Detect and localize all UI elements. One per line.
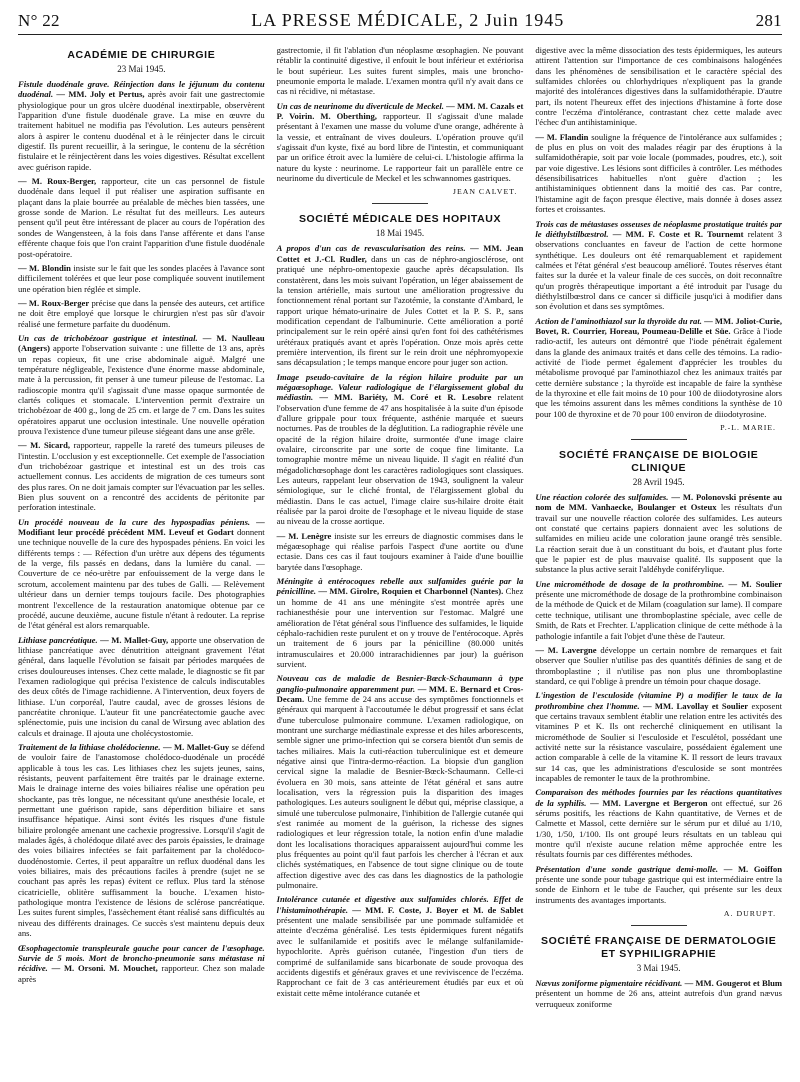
- article-body: Grâce à l'iode radio-actif, les auteurs ont démontré que l'iode pénétrait également dans la glande des animaux traités et dans celle des témoins. La radio-activité de l'iode permet également d'apprécier les troubles du métabolisme provoqué par l'aminothiazol chez les animaux traités par cette dernière substance ; la thyroïde est incapable de faire la synthèse de la thyroxine et elle fait moins de 10 pour 100 de diiodotyrosine alors que les témoins assurent dans les mêmes conditions la synthèse de 10 pour 100 de thyroxine et de 70 pour 100 environ de diiodotyrosine.: [535, 325, 783, 419]
- article-body: relatent 3 observations concluantes en faveur de l'action de cette hormone synthétique. Les douleurs ont été remarquablement et rapidement calmées et l'état général s'est beaucoup amélioré. Toutes réserves étant faites sur la durée et la valeur finale de ces succès, on doit reconnaître qu'un progrès thérapeutique important a été introduit par l'usage du diéthylstilbœstrol dans ce cancer si difficile jusqu'ici à modifier dans son évolution et dans ses symptômes.: [535, 228, 783, 312]
- article-body: Une femme de 24 ans accuse des symptômes fonctionnels et généraux qui marquent à l'accoutumée le début progressif et sans éclat d'une tuberculose pulmonaire commune. L'examen radiologique, on montrant une surcharge médiastinale expresse et des hiles arborescents, semble signer une primo-infection qui se corsera bientôt d'un semis de taches miliaires. Mais la cuti-réaction tuberculinique est et demeure négative ainsi que l'intra-dermo-réaction. La biopsie d'un ganglion cervical signe la maladie de Besnier-Bœck-Schaumann. Celle-ci évoluera en 30 mois, sans atteinte de l'état général et sans autre localisation, vers la régression puis la disparition des images pathologiques. Les auteurs soulignent le début qui, méprise classique, a simulé une tuberculose pulmonaire, l'inhibition de l'allergie cutanée qui s'est ranimée au moment de la guérison, la richesse des signes radiologiques et leur régression totale, la notion enfin d'une maladie dont les localisations thoraciques apparaissent aujourd'hui comme les plus fréquentes au point qu'il faut parfois les chercher à l'écran et aux clichés systématiques, en l'absence de tout signe clinique ou de toute affection digestive avec des cas dans les diagnostics de la pathologie pulmonaire.: [276, 693, 524, 891]
- column-3: [535, 45, 782, 1013]
- article-title: Fistule duodénale grave. Réinjection dans le jéjunum du contenu duodénal.: [18, 79, 265, 100]
- article: [277, 576, 524, 669]
- article: [535, 645, 782, 686]
- section-title: SOCIÉTÉ MÉDICALE DES HOPITAUX: [298, 213, 502, 226]
- article-body: Chez un homme de 41 ans une méningite s'est montrée après une rachianesthésie pour une intervention sur l'estomac. Malgré une amélioration de l'état général sous l'influence des sulfamides, le liquide céphalo-rachidien reste purulent et on y trouve de l'entérocoque. Après un traitement de 6 jours par la pénicilline (80.000 unités intramusculaires et 20.000 intrarachidiennes par jour) la guérison survient.: [276, 586, 524, 669]
- article-authors: — MM. Bariéty, M. Coré et R. Lesobre: [319, 392, 492, 403]
- article-title: Trois cas de métastases osseuses de néoplasme prostatique traités par le diéthylstilbæstrol.: [535, 218, 783, 239]
- article-authors: — M. Flandin: [535, 131, 589, 142]
- article-list: [18, 79, 265, 984]
- article: [535, 690, 782, 783]
- article: [535, 219, 782, 312]
- signature: P.-L. MARIE.: [720, 423, 777, 433]
- article: [277, 673, 524, 890]
- article-body: apporte l'observation suivante : une fillette de 13 ans, après un repas copieux, fit une crise abdominale aiguë. Malgré une température négligeable, l'existence d'une énorme masse abdominale, mate à la percussion, fit penser à une tumeur pileuse de l'estomac. La radioscopie montra qu'il s'agissait d'une masse opaque surmontée de clartés coliques et stomacale. L'intervention permit d'extraire un trichobézoar de 400 g., long de 25 cm. et large de 7 cm. Dans les suites opératoires apparut une occlusion intestinale. Une nouvelle opération prouva l'existence d'une tumeur pileuse siégeant dans une anse grêle.: [18, 343, 265, 436]
- article-title: Méningite à entérocoques rebelle aux sulfamides guérie par la pénicilline.: [276, 576, 524, 597]
- section-date: 18 Mai 1945.: [375, 228, 425, 239]
- article-authors: — MM. M. Cazals et P. Voirin. M. Oberthing,: [276, 100, 524, 122]
- section-title: SOCIÉTÉ FRANÇAISE DE BIOLOGIE CLINIQUE: [558, 449, 759, 475]
- article: [535, 132, 782, 215]
- article-title: A propos d'un cas de revascularisation des reins.: [276, 243, 466, 254]
- article-body: apporte une observation de lithiase pancréatique avec dénutrition atteignant gravement l'état général, dans laquelle l'évolution se faisait par périodes marquées de crises douloureuses intenses. Chez cette malade, le diagnostic se fit par l'examen radiologique qui précisa l'existence de calculs indiscutables des deux côtés de l'image rachidienne. A l'intervention, deux foyers de lithiase. L'un corporéal, l'autre caudal, avec de grosses lésions de pancréatite chronique. L'auteur fit une pancréatectomie gauche avec splénectomie, puis une incision du canal de Wirsung avec ablation des calculs et drainage. Il ajouta une cholécystostomie.: [18, 634, 265, 738]
- article-list: [535, 132, 782, 419]
- journal-title: LA PRESSE MÉDICALE, 2 Juin 1945: [251, 10, 565, 30]
- section-date: 3 Mai 1945.: [636, 963, 681, 974]
- article-list: [277, 243, 524, 997]
- article: [535, 492, 782, 575]
- article: [535, 579, 782, 641]
- article-authors: — M. Sicard,: [18, 440, 71, 451]
- article-body: rapporteur, rappelle la rareté des tumeurs pileuses de l'intestin. L'occlusion y est exceptionnelle. Cet exemple de l'association d'un trichobézoar gastrique et intestinal est un des trois cas actuellement connus. Les accidents de migration de ces tumeurs sont des plus rares. On ne doit jamais compter sur l'évacuation par les selles. Bien plus souvent on a rencontré des accidents de péritonite par perforation intestinale.: [18, 440, 265, 513]
- section-title: ACADÉMIE DE CHIRURGIE: [67, 49, 216, 61]
- article: [277, 372, 524, 527]
- article-authors: — MM. Lavergne et Bergeron: [590, 797, 708, 808]
- article-body: insiste sur les erreurs de diagnostic commises dans le mégaœsophage qui réalise parfois l'aspect d'une aortite ou d'une ectasie. Dans ces cas il faut toujours examiner à l'aide d'une bouillie barytée dans l'œsophage.: [276, 530, 524, 572]
- article-authors: — M. Soulier: [728, 578, 783, 589]
- article-body: relatent l'observation d'une femme de 47 ans hospitalisée à la suite d'un épisode d'allure grippale pour toux fréquente, asthénie marquée et sueurs nocturnes. Pas de troubles de la déglutition. La radiographie révèle une opacité de la région hilaire droite, surmontée d'une image claire ovalaire, circonscrite par une sorte de coque fine limitante. La tomographie montre même un niveau liquide. Il s'agit en réalité d'un mégadolichœsophage dont les caractères radiologiques sont classiques. Les auteurs, rappelant leur observation de 1943, soulignent la valeur sémiologique, sur le cliché frontal, de l'élargissement global du médiastin. Dans le cas actuel, l'image claire sus-hilaire droite était réalisée par la paroi droite de l'œsophage et le niveau liquide de stase au niveau de la crosse aortique.: [276, 392, 524, 527]
- article-authors: — MM. Gougerot et Blum: [684, 978, 783, 989]
- article-list: [535, 978, 782, 1009]
- section-divider: [372, 203, 428, 204]
- article-authors: — MM. F. Coste et R. Tournemt: [612, 228, 744, 239]
- article: [535, 787, 782, 859]
- article-authors: — MM. Lavollay et Soulier: [642, 700, 749, 711]
- issue-number: N° 22: [18, 11, 60, 30]
- article-authors: — M. Naulleau (Angers): [18, 332, 265, 354]
- article: [18, 742, 265, 939]
- article-body: exposent que certains travaux semblent établir une relation entre les activités des vitamines P et K. Ils ont recherché cliniquement en utilisant la microméthode de Soulier si l'esculoside et l'esculétol, possédant une activité nette sur la résistance vasculaire, possédaient également une action comparable à celle de la vitamine K. Il ressort de leurs travaux sur 14 cas, que les administrations d'esculoside se sont montrées incapables de remonter le taux de la prothrombine.: [535, 700, 783, 783]
- article-title: Comparaison des méthodes fournies par les réactions quantitatives de la syphilis.: [535, 787, 783, 808]
- article-body: se défend de vouloir faire de l'anastomose cholédoco-duodénale un procédé applicable à tous les cas. Les lithiases chez les sujets jeunes, sains, résistants, peuvent parfaitement être traités par le drainage externe. Mais le drainage interne des voies biliaires réalise une opération peu shockante, pas très longue, ne nécessitant qu'une anesthésie locale, et permettant une guérison rapide, sans déperdition biliaire et sans insuffisance hépatique. Ainsi sont évités les risques d'une fistule biliaire prolongée amenant une cachexie progressive. Lorsqu'il s'agit de malades âgés, à cholédoque dilaté avec des parois épaissies, le drainage des voies biliaires infectées se fait parfaitement par la cholédoco-duodénostomie. Certes, il peut apparaître un reflux duodénal dans les voies biliaires, mais des précautions faciles à prendre (sujet ne se couchant pas après les repas) évitent ce reflux. Plus tard la sténose cicatricielle, oblitère suffisamment la bouche. L'examen histo-pathologique montra l'existence de lésions de sclérose pancréatique. Les suites furent simples, l'assèchement étant réalisé sans difficultés au niveau des différents drainages. Ce succès s'est maintenu depuis deux ans.: [18, 741, 265, 939]
- article-title: Lithiase pancréatique.: [18, 634, 98, 645]
- article-authors: — MM. Jean Cottet et J.-Cl. Rudler,: [276, 243, 524, 264]
- article-authors: — M. Blondin: [18, 262, 71, 273]
- article-title: Nævus zoniforme pigmentaire récidivant.: [535, 978, 683, 989]
- section-date: 28 Avril 1945.: [632, 477, 685, 488]
- page-number: 281: [755, 11, 782, 30]
- article-title: Image pseudo-cavitaire de la région hilaire produite par un mégaœsophage. Valeur radiologique de l'élargissement global du médiastin.: [276, 371, 524, 403]
- article: [277, 894, 524, 997]
- article-body: présente une sonde pour tubage gastrique qui est intermédiaire entre la sonde de Einhorn et le tube de Faucher, qui présente sur les deux instruments des avantages importants.: [535, 874, 783, 905]
- article: [18, 333, 265, 436]
- column-1: [18, 45, 265, 1013]
- article-authors: — M. Orsoni. M. Mouchet,: [51, 963, 158, 974]
- section-divider: [631, 439, 687, 440]
- article-authors: — M. Goiffon: [723, 863, 783, 874]
- article: [18, 176, 265, 259]
- article-authors: — M. Lenègre: [276, 530, 332, 541]
- article-title: Une microméthode de dosage de la prothrombine.: [535, 578, 725, 589]
- article-authors: — M. Roux-Berger: [18, 297, 90, 308]
- article-authors: — M. Roux-Berger,: [18, 176, 97, 187]
- article-title: Présentation d'une sonde gastrique demi-molle.: [535, 863, 719, 874]
- article-title: Un cas de trichobézoar gastrique et intestinal.: [18, 332, 198, 343]
- article: [18, 298, 265, 329]
- article-title: Action de l'aminothiazol sur la thyroïde du rat.: [535, 315, 702, 326]
- article-body: donnent une technique nouvelle de la cure des hypospades péniens. En voici les différents temps : — Réfection d'un urètre aux dépens des téguments de la verge, fils passés en dedans, dans la lumière du canal. — Couverture de ce néo-urètre par enfouissement de la verge dans le scrotum, accolement maintenu par des tubes de Galli. — Relèvement ultérieur dans un dernier temps toujours facile. Des photographies montrent l'excellence de la restauration anatomique obtenue par ce procédé, aucune deuxième, aucune fistule n'étant à redouter. La reprise de l'état général est alors remarquable.: [18, 527, 265, 631]
- article-body: présente une microméthode de dosage de la prothrombine combinaison de la méthode de Quick et de Milam (coagulation sur lame). Il compare cette technique, utilisant une thromboplastine spéciale, avec celle de Smith, de Rats et Frechter. L'application clinique de cette méthode à la pathologie infantile a fait l'objet d'une thèse de l'auteur.: [535, 589, 783, 641]
- article-body: rapporteur. Chez son malade après: [18, 963, 265, 984]
- article-title: Traitement de la lithiase cholédocienne.: [18, 741, 161, 752]
- article-authors: — Modifiant leur procédé précédent MM. Leveuf et Godart: [18, 516, 265, 538]
- article-body: dans un cas de néphro-angiosclérose, ont pratiqué une néphro-omentopexie gauche après décapsulation. Ils constatèrent, dans les mois suivant l'opération, un léger abaissement de la tension artérielle, mais surtout une amélioration progressive du fonctionnement rénal portant sur l'azotémie, la constante d'Ambard, le rapport urique hémato-urinaire de Jules Cottet et la P. S. P., sans modification cependant de l'albuminurie. Cette amélioration a porté principalement sur le rein opéré ainsi qu'en font foi des cathétérismes urétéraux pratiqués avant et après l'opération. Onze mois après cette première intervention, ils firent sur le rein droit une néphromyopexie sans décapsulation ; le temps manque encore pour juger son action.: [276, 253, 524, 368]
- article-authors: — M. Polonovski présente au nom de MM. Vanhaecke, Boulanger et Osteux: [535, 492, 783, 513]
- columns: [18, 45, 782, 1013]
- article-body: rapporteur. Il s'agissait d'une malade présentant à l'examen une masse du volume d'une orange, adhérente à la vessie, et entraînant de vives douleurs. L'opération prouve qu'il s'agissait d'un kyste, fixé au bord libre de l'intestin, et communiquant par un orifice étroit avec la lumière de celui-ci. L'histologie affirma la nature du kyste : neurinome. Le rapporteur fait un parallèle entre ce neurinome du diverticule de Meckel et les schwannomes gastriques.: [276, 111, 524, 184]
- article-body: présentent une malade sensibilisée par une pommade sulfamidée et atteinte d'eczéma généralisé. Les tests épidermiques furent négatifs avec le sulfanilamide et positifs avec le mélange sulfanilamide-hypochlorite. Après guérison cutanée, l'ingestion d'un tiers de comprimé de sulfanilamide sans bicarbonate de soude provoqua des accidents digestifs et généraux graves et une reviviscence de l'eczéma. Rapprochant ce fait de 3 cas antérieurement étudiés par eux et où existait cette même intolérance cutanée et: [276, 915, 524, 998]
- article-title: Intolérance cutanée et digestive aux sulfamides chlorés. Effet de l'histaminothérapie.: [276, 894, 524, 915]
- article-authors: — MM. Joliot-Curie, Bovet, R. Courrier, Horeau, Poumeau-Delille et Süe.: [535, 315, 782, 336]
- article-authors: — M. Mallet-Guy,: [100, 634, 169, 645]
- section-title: SOCIÉTÉ FRANÇAISE DE DERMATOLOGIE ET SYPHILIGRAPHIE: [541, 935, 777, 961]
- article-body: précise que dans la pensée des auteurs, cet artifice ne doit être employé que lorsque le chirurgien n'est pas sûr d'avoir réalisé une fermeture parfaite du duodénum.: [18, 297, 265, 329]
- article: [535, 316, 782, 419]
- article-title: L'ingestion de l'esculoside (vitamine P) a modifier le taux de la prothrombine chez l'homme.: [535, 690, 783, 711]
- article-title: Nouveau cas de maladie de Besnier-Bœck-Schaumann à type ganglio-pulmonaire apparemment pur.: [276, 673, 524, 694]
- article-authors: — MM. Girolre, Roquien et Charbonnel (Nantes).: [318, 586, 504, 597]
- article-authors: — M. Mallet-Guy: [162, 741, 230, 752]
- article-title: Un procédé nouveau de la cure des hypospadias péniens.: [18, 516, 251, 527]
- article-continuation: gastrectomie, il fit l'ablation d'un néoplasme œsophagien. Ne pouvant rétablir la continuité digestive, il enfouit le bout inférieur et extériorisa le bout supérieur. Les suites furent simples, mais une broncho-pneumonie emporta le malade. L'examen montra qu'il n'y avait dans ce cas ni récidive, ni métastase.: [276, 45, 524, 97]
- article-list: [535, 492, 782, 905]
- article: [18, 440, 265, 512]
- article-continuation: digestive avec la même dissociation des tests épidermiques, les auteurs attirent l'attention sur l'importance de ces combinaisons halogénées dans les phénomènes de sensibilisation et le caractère spécial des sulfamides chlorées ou chlorhydriques n'expliquent pas la grande majorité des intolérances digestives dans la sulfamidothérapie. D'autre part, ils notent l'heureux effet des injections d'histamine à forte dose contre l'eczéma d'intolérance, contrastant chez cette malade avec l'échec d'un antihistaminique.: [535, 45, 783, 128]
- article-body: souligne la fréquence de l'intolérance aux sulfamides ; de plus en plus on voit des malades réagir par des éruptions à la sulfamidothérapie, soit par voie locale (pommades, poudres, etc.), soit par voie digestive. Les lésions sont difficiles à contrôler. Les méthodes désensibilisatrices habituelles n'ont guère d'action ; les antihistaminiques obtiennent dans la moitié des cas. Par contre, l'histamine agit de façon presque élective, mais donnée à doses assez fortes et croissantes.: [535, 131, 783, 215]
- masthead: [18, 10, 782, 35]
- article: [18, 517, 265, 631]
- article: [277, 101, 524, 184]
- section-divider: [631, 925, 687, 926]
- article-body: les résultats d'un travail sur une nouvelle réaction colorée des sulfamides. Les auteurs ont constaté que certains papiers donnaient avec les solutions de sulfamides en milieu acide une coloration jaune orangé très sensible. La réaction serait due à un constituant du bois, et d'autant plus forte que le papier est de plus mauvaise qualité. Ils supposent que la substance la plus active serait l'aldéhyde coniférylique.: [535, 502, 783, 575]
- article-authors: — M. Lavergne: [535, 644, 597, 655]
- signature: A. DURUPT.: [723, 909, 777, 919]
- article-body: développe un certain nombre de remarques et fait observer que Soulier n'utilise pas des quantités définies de sang et de thromboplastine ; il n'utilise pas non plus une thromboplastine standard, ce qui l'oblige à prendre un témoin pour chaque dosage.: [535, 644, 783, 686]
- article-body: présentent un homme de 26 ans, atteint autrefois d'un grand nævus verruqueux zoniforme: [535, 988, 783, 1009]
- article-body: insiste sur le fait que les sondes placées à l'avance sont difficilement tolérées et que leur pose compliquée souvent inutilement une opération bien réglée et simple.: [18, 262, 265, 294]
- signature: JEAN CALVET.: [452, 187, 518, 197]
- article-body: ont effectué, sur 26 sérums positifs, les réactions de Kahn quantitative, de Vernes et de Calmette et Massol, cette dernière sur le sérum pur et dilué au 1/10, 1/30, 1/50, 1/100. Ils ont groupé leurs résultats en un tableau qui montre qu'il n'existe aucune relation même approchée entre les résultats fournis par ces différentes méthodes.: [535, 797, 783, 860]
- article: [18, 635, 265, 738]
- article-title: Une réaction colorée des sulfamides.: [535, 492, 669, 503]
- article: [18, 263, 265, 294]
- article-body: après avoir fait une gastrectomie physiologique pour un gros ulcère duodénal inextirpable, observèrent l'apparition d'une fistule duodénale grave. La mise en œuvre du traitement habituel ne modifia pas l'évolution. Les auteurs pensèrent alors à aspirer le contenu duodénal et à le réinjecter dans le circuit digestif. Ils purent recueillir, à la seringue, le contenu de la sécrétion fistulaire et le réinjectèrent dans les voies digestives. Résultat excellent avec guérison rapide.: [18, 89, 265, 172]
- article-authors: — MM. E. Bernard et Cros-Decam.: [276, 683, 524, 704]
- article: [18, 79, 265, 172]
- article-authors: — MM. F. Coste, J. Boyer et M. de Sablet: [352, 904, 524, 915]
- article: [277, 243, 524, 367]
- article: [535, 978, 782, 1009]
- article-list: [277, 101, 524, 184]
- article: [535, 864, 782, 905]
- column-2: [277, 45, 524, 1013]
- section-date: 23 Mai 1945.: [117, 64, 166, 74]
- article-authors: — MM. Joly et Pertus,: [56, 89, 145, 100]
- article: [277, 531, 524, 572]
- article-title: Œsophagectomie transpleurale gauche pour cancer de l'œsophage. Survie de 5 mois. Mort de broncho-pneumonie sans métastase ni récidive.: [18, 942, 265, 974]
- article: [18, 943, 265, 984]
- article-title: Un cas de neurinome du diverticule de Meckel.: [276, 100, 444, 111]
- article-body: rapporteur, cite un cas personnel de fistule duodénale dans lequel il put réaliser une aspiration suffisante en plaçant dans la plaie bourrée au préalable de mèches bien tassées, une grosse sonde de Marion. Le résultat fut des meilleurs. Les auteurs pensent qu'il peut être intéressant de placer au cours de l'opération des sondes de Wangensteen, à la fois dans l'anse afférente et dans l'anse efférente chaque fois que l'on craint l'apparition d'une fistule duodénale post-opératoire.: [18, 176, 265, 259]
